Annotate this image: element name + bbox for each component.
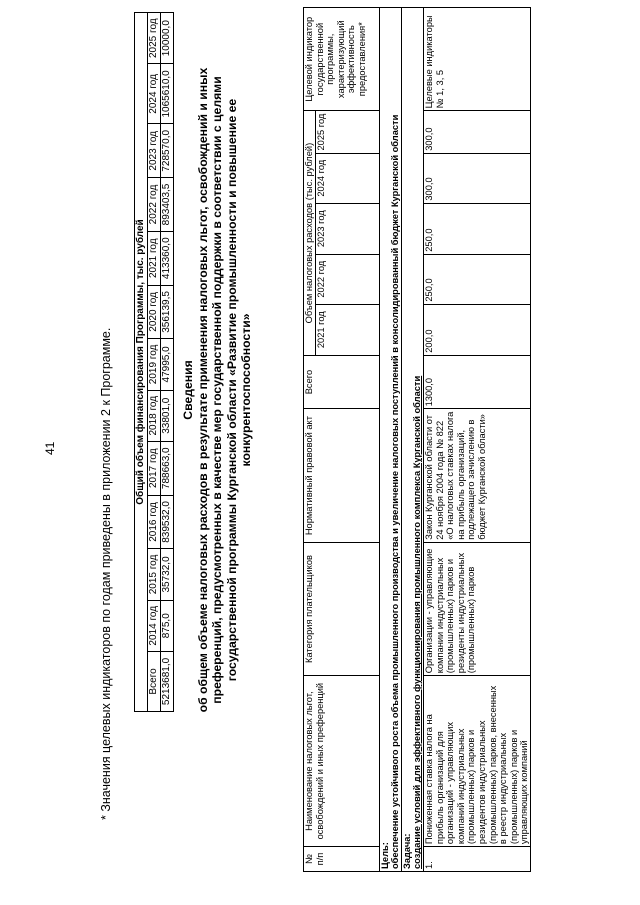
header-year: 2025 год (315, 111, 379, 153)
finance-value: 839532,0 (161, 495, 174, 549)
title-heading: Сведения (181, 360, 195, 420)
task-row (401, 8, 423, 872)
finance-value: 893403,5 (161, 178, 174, 232)
finance-header: 2016 год (148, 495, 161, 549)
finance-value: 47995,0 (161, 339, 174, 390)
finance-value: 5213681,0 (161, 651, 174, 711)
finance-header: 2014 год (148, 600, 161, 651)
finance-caption: Общий объем финансирования Программы, тыс. рублей (135, 13, 148, 712)
row-value: 250,0 (423, 203, 530, 254)
goal-cell (379, 8, 401, 872)
row-num: 1. (423, 847, 530, 872)
header-name: Наименование налоговых льгот, освобождений и иных преференций (304, 676, 380, 847)
finance-header: 2023 год (148, 124, 161, 178)
section-title (181, 30, 254, 750)
header-year: 2021 год (315, 304, 379, 355)
finance-header: Всего (148, 651, 161, 711)
header-year: 2023 год (315, 203, 379, 254)
header-total: Всего (304, 355, 380, 409)
task-text: создание условий для эффективного функционирования промышленного комплекса Курганской области (412, 375, 423, 869)
header-act: Нормативный правовой акт (304, 409, 380, 542)
finance-value-row (161, 13, 174, 712)
finance-value: 35732,0 (161, 549, 174, 600)
finance-header: 2022 год (148, 178, 161, 232)
finance-table (134, 12, 174, 712)
task-cell (401, 8, 423, 872)
finance-value: 728570,0 (161, 124, 174, 178)
finance-header: 2021 год (148, 231, 161, 285)
goal-label: Цель: (379, 842, 390, 869)
finance-value: 413360,0 (161, 231, 174, 285)
header-indicator: Целевой индикатор государственной программы, характеризующий эффективность предоставления* (304, 8, 380, 111)
task-label: Задача: (401, 833, 412, 869)
finance-value: 10000,0 (161, 13, 174, 64)
header-year: 2022 год (315, 254, 379, 304)
row-indicator: Целевые индикаторы № 1, 3, 5 (423, 8, 530, 111)
row-value: 250,0 (423, 254, 530, 304)
header-category: Категория плательщиков (304, 542, 380, 675)
finance-value: 875,0 (161, 600, 174, 651)
footnote: * Значения целевых индикаторов по годам приведены в приложении 2 к Программе. (99, 327, 113, 820)
header-num: № п/п (304, 847, 380, 872)
row-value: 300,0 (423, 153, 530, 203)
title-line: преференций, предусмотренных в качестве мер государственной поддержки в соответствии с целями (210, 76, 224, 704)
row-name: Пониженная ставка налога на прибыль организаций для организаций - управляющих компаний индустриальных (промышленных) парков и резидентов индустриальных (промышленных) парков, внесенных в реестр индустриальных (промышленных) парков и управляющих компаний (423, 676, 530, 847)
row-total: 1300,0 (423, 355, 530, 409)
finance-value: 356139,5 (161, 285, 174, 339)
row-value: 200,0 (423, 304, 530, 355)
finance-header: 2015 год (148, 549, 161, 600)
row-act: Закон Курганской области от 24 ноября 2004 года № 822 «О налоговых ставках налога на прибыль организаций, подлежащего зачислению в бюджет Курганской области» (423, 409, 530, 542)
title-line: государственной программы Курганской области «Развитие промышленности и повышение ее (224, 98, 239, 682)
header-year: 2024 год (315, 153, 379, 203)
tax-expenditure-table (303, 7, 531, 872)
finance-header: 2017 год (148, 441, 161, 495)
title-line: об общем объеме налоговых расходов в результате применения налоговых льгот, освобождений и иных (195, 67, 210, 713)
page-number: 41 (43, 441, 57, 455)
finance-value: 1065610,0 (161, 64, 174, 124)
finance-header: 2020 год (148, 285, 161, 339)
finance-header: 2025 год (148, 13, 161, 64)
finance-value: 33801,0 (161, 390, 174, 441)
header-volume: Объем налоговых расходов (тыс. рублей) (304, 111, 316, 355)
header-row (304, 8, 316, 872)
title-line: конкурентоспособности» (239, 313, 253, 467)
goal-row (379, 8, 401, 872)
row-value: 300,0 (423, 111, 530, 153)
table-row (423, 8, 530, 872)
finance-header: 2024 год (148, 64, 161, 124)
finance-value: 788663,0 (161, 441, 174, 495)
finance-header-row (148, 13, 161, 712)
row-category: Организации - управляющие компании индустриальных (промышленных) парков и резиденты индустриальных (промышленных) парков (423, 542, 530, 675)
goal-text: обеспечение устойчивого роста объема промышленного производства и увеличение налоговых поступлений в консолидированный бюджет Курганской области (390, 114, 401, 869)
finance-header: 2018 год (148, 390, 161, 441)
finance-header: 2019 год (148, 339, 161, 390)
